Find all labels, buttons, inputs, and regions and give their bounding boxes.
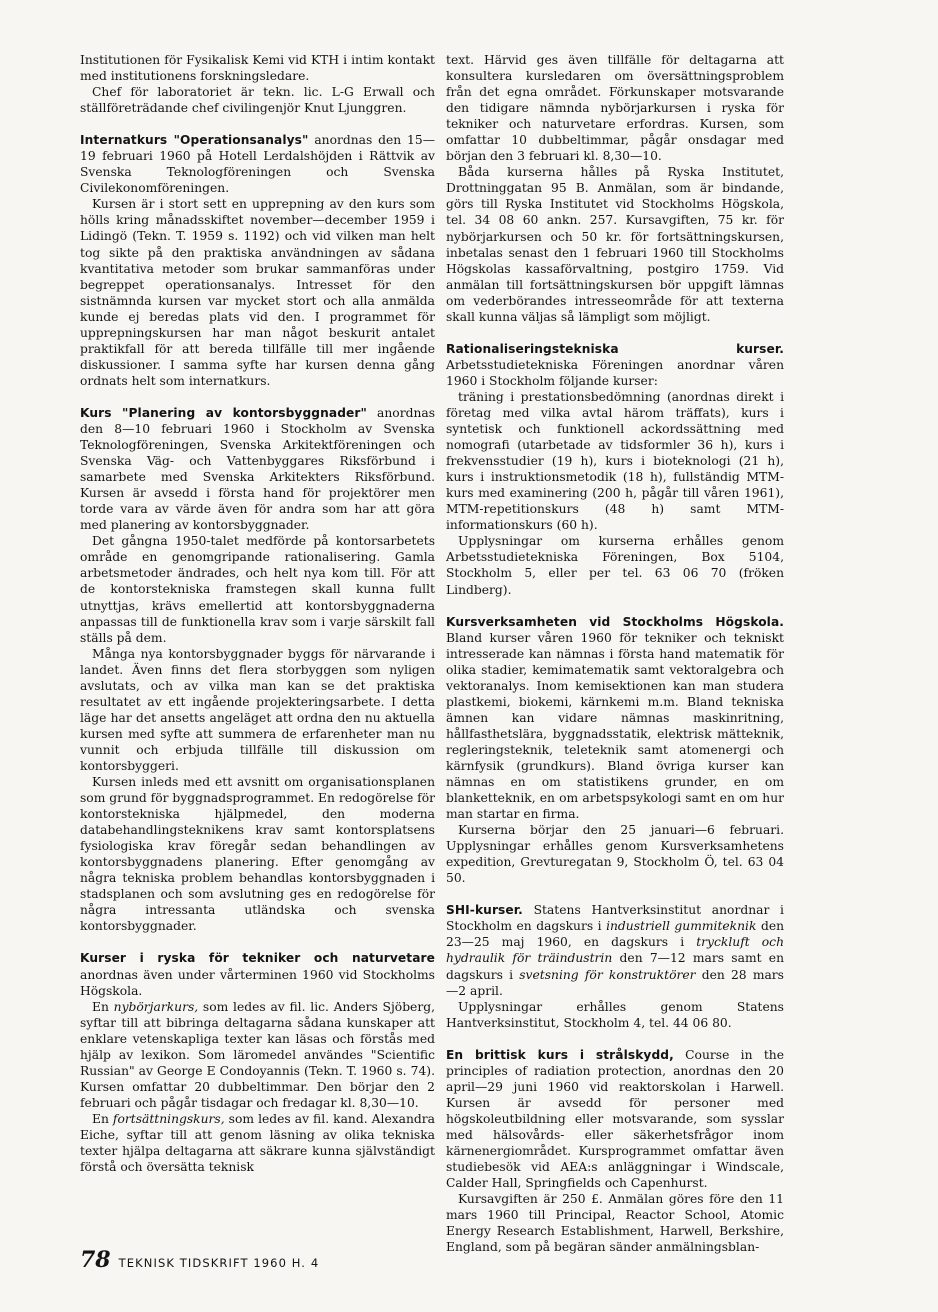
paragraph-text: En [92, 999, 114, 1014]
paragraph-text: Statens Hantverksinstitut anordnar i Stockholm en dagskurs i [446, 903, 784, 934]
paragraph [446, 614, 784, 823]
paragraph: Upplysningar om kurserna erhålles genom Arbetsstudietekniska Föreningen, Box 5104, Stockholm 5, eller per tel. 63 06 70 (fröken Lindberg). [446, 534, 784, 597]
paragraph: Båda kurserna hålles på Ryska Institutet, Drottninggatan 95 B. Anmälan, som är bindande, görs till Ryska Institutet vid Stockholms Högskola, tel. 34 08 60 ankn. 257. Kursavgiften, 75 kr. för nybörjarkursen och 50 kr. för fortsättningskursen, inbetalas senast den 1 februari 1960 till Stockholms Högskolas kassaförvaltning, postgiro 1759. Vid anmälan till fortsättningskursen bör uppgift lämnas om vederbörandes intresseområde för att texterna skall kunna väljas så lämpligt som möjligt. [446, 165, 784, 324]
paragraph: Kursavgiften är 250 £. Anmälan göres före den 11 mars 1960 till Principal, Reactor School, Atomic Energy Research Establishment, Harwell, Berkshire, England, som på begäran sänder anmälningsblan- [446, 1192, 784, 1255]
page-number: 78 [80, 1247, 111, 1273]
section-kursverksamheten [446, 614, 784, 887]
journal-title: TEKNISK TIDSKRIFT 1960 H. 4 [118, 1256, 320, 1270]
section-heading: Kursverksamheten vid Stockholms Högskola. [446, 614, 784, 629]
paragraph: Chef för laboratoriet är tekn. lic. L-G Erwall och ställföreträdande chef civilingenjör Knut Ljunggren. [80, 85, 435, 116]
paragraph: text. Härvid ges även tillfälle för deltagarna att konsultera kursledaren om översättningsproblem från det egna området. Förkunskaper motsvarande den tidigare nämnda nybörjarkursen i ryska för tekniker och naturvetare erfordras. Kursen, som omfattar 10 dubbeltimmar, pågår onsdagar med början den 3 februari kl. 8,30—10. [446, 53, 784, 164]
paragraph: Institutionen för Fysikalisk Kemi vid KTH i intim kontakt med institutionens forskningsledare. [80, 53, 435, 84]
paragraph [80, 950, 435, 998]
intro-section [80, 52, 435, 116]
paragraph-text: den 23—25 maj 1960, en dagskurs i [446, 919, 785, 950]
section-heading: SHI-kurser. [446, 903, 523, 918]
italic-term: nybörjarkurs, [113, 999, 199, 1014]
paragraph-text: anordnas den 8—10 februari 1960 i Stockholm av Svenska Teknologföreningen, Svenska Arkitektföreningen och Svenska Väg- och Vattenbyggares Riksförbund i samarbete med Svenska Arkitekters Riksförbund. Kursen är avsedd i första hand för projektörer men torde vara av värde även för andra som har att göra med planering av kontorsbyggnader. [80, 405, 436, 533]
paragraph-text: den 7—12 mars samt en dagskurs i [446, 951, 784, 982]
section-stralskydd [446, 1047, 784, 1256]
section-kontorsbyggnader [80, 405, 435, 935]
paragraph: Kursen är i stort sett en upprepning av den kurs som hölls kring månadsskiftet november—december 1959 i Lidingö (Tekn. T. 1959 s. 1192) och vid vilken man helt tog sikte på den praktiska användningen av sådana kvantitativa metoder som brukar sammanföras under begreppet operationsanalys. Intresset för den sistnämnda kursen var mycket stort och alla anmälda kunde ej beredas plats vid den. I programmet för upprepningskursen har man något beskurit antalet praktikfall för att bereda tillfälle till mer ingående diskussioner. I samma syfte har kursen denna gång ordnats helt som internatkurs. [80, 197, 435, 388]
paragraph-text: som ledes av fil. lic. Anders Sjöberg, syftar till att bibringa deltagarna sådana kunskaper att enklare vetenskapliga texter kan läsas och förstås med hjälp av lexikon. Som läromedel användes "Scientific Russian" av George E Condoyannis (Tekn. T. 1960 s. 74). Kursen omfattar 20 dubbeltimmar. Den börjar den 2 februari och pågår tisdagar och fredagar kl. 8,30—10. [80, 999, 435, 1110]
paragraph [446, 902, 784, 998]
section-heading: En brittisk kurs i strålskydd, [446, 1047, 674, 1062]
paragraph-text: som ledes av fil. kand. Alexandra Eiche, syftar till att genom läsning av olika tekniska texter hjälpa deltagarna att säkrare kunna självständigt förstå och översätta teknisk [80, 1111, 435, 1175]
section-ryska [80, 950, 435, 1175]
section-operationsanalys [80, 132, 435, 389]
paragraph: Kursen inleds med ett avsnitt om organisationsplanen som grund för byggnadsprogrammet. En redogörelse för kontorstekniska hjälpmedel, den moderna databehandlingsteknikens krav samt kontorsplatsens fysiologiska krav föregår sedan behandlingen av kontorsbyggnadens planering. Efter genomgång av några tekniska problem behandlas kontorsbyggnaden i stadsplanen och som avslutning ges en redogörelse för några intressanta utländska och svenska kontorsbyggnader. [80, 775, 435, 934]
paragraph: Det gångna 1950-talet medförde på kontorsarbetets område en genomgripande rationalisering. Gamla arbetsmetoder ändrades, och helt nya kom till. För att de kontorstekniska framstegen skall kunna fullt utnyttjas, krävs emellertid att kontorsbyggnaderna anpassas till de funktionella krav som i varje särskilt fall ställs på dem. [80, 534, 435, 645]
paragraph-text: Bland kurser våren 1960 för tekniker och tekniskt intresserade kan nämnas i första hand matematik för olika stadier, kemimatematik samt vektoralgebra och vektoranalys. Inom kemisektionen kan man studera plastkemi, biokemi, kärnkemi m.m. Bland tekniska ämnen kan vidare nämnas maskinritning, hållfasthetslära, byggnadsstatik, elektrisk mätteknik, regleringsteknik, teleteknik samt atomenergi och kärnfysik (grundkurs). Bland övriga kurser kan nämnas en om statistikens grunder, en om blanketteknik, en om arbetspsykologi samt en om hur man startar en firma. [446, 630, 784, 822]
paragraph-text: En [92, 1111, 113, 1126]
paragraph-text: den 28 mars —2 april. [446, 967, 784, 998]
section-heading: Rationaliseringstekniska kurser. [446, 341, 784, 356]
paragraph-text: anordnas även under vårterminen 1960 vid Stockholms Högskola. [80, 967, 435, 998]
paragraph [446, 1047, 784, 1191]
paragraph [80, 1111, 435, 1175]
italic-term: tryckluft och hydraulik för träindustrin [446, 935, 784, 966]
italic-term: svetsning för konstruktörer [519, 967, 696, 982]
page-footer [80, 1247, 319, 1273]
paragraph-text: Course in the principles of radiation protection, anordnas den 20 april—29 juni 1960 vid reaktorskolan i Harwell. Kursen är avsedd för personer med högskoleutbildning eller motsvarande, som sysslar med hälsovårds- eller säkerhetsfrågor inom kärnenergiområdet. Kursprogrammet omfattar även studiebesök vid AEA:s anläggningar i Windscale, Calder Hall, Springfields och Capenhurst. [446, 1047, 784, 1191]
paragraph [80, 405, 435, 533]
paragraph: Upplysningar erhålles genom Statens Hantverksinstitut, Stockholm 4, tel. 44 06 80. [446, 999, 784, 1030]
paragraph-text: Arbetsstudietekniska Föreningen anordnar våren 1960 i Stockholm följande kurser: [446, 357, 784, 388]
section-shi-kurser [446, 902, 784, 1030]
section-rationalisering [446, 341, 784, 598]
left-column [80, 52, 435, 1175]
section-heading: Kurs "Planering av kontorsbyggnader" [80, 405, 367, 420]
italic-term: industriell gummiteknik [606, 919, 757, 934]
paragraph: Kurserna börjar den 25 januari—6 februari. Upplysningar erhålles genom Kursverksamhetens expedition, Grevturegatan 9, Stockholm Ö, tel. 63 04 50. [446, 823, 784, 886]
paragraph: Många nya kontorsbyggnader byggs för närvarande i landet. Även finns det flera storbyggen som nyligen avslutats, och av vilka man kan se det praktiska resultatet av ett ingående projekteringsarbete. I detta läge har det ansetts angeläget att ordna den nu aktuella kursen med syfte att summera de erfarenheter man nu vunnit och erbjuda tillfälle till diskussion om kontorsbyggeri. [80, 646, 435, 773]
paragraph [80, 999, 435, 1111]
ryska-continuation [446, 52, 784, 325]
paragraph [80, 132, 435, 196]
paragraph [446, 341, 784, 389]
right-column [446, 52, 784, 1255]
paragraph: träning i prestationsbedömning (anordnas direkt i företag med vilka avtal härom träffats), kurs i syntetisk och funktionell ackordssättning med nomografi (utarbetade av tidsformler 36 h), kurs i frekvensstudier (19 h), kurs i bioteknologi (21 h), kurs i instruktionsmetodik (18 h), fullständig MTM-kurs med examinering (200 h, pågår till våren 1961), MTM-repetitionskurs (48 h) samt MTM-informationskurs (60 h). [446, 389, 784, 533]
italic-term: fortsättningskurs, [112, 1111, 225, 1126]
section-heading: Internatkurs "Operationsanalys" [80, 133, 309, 148]
paragraph-text: anordnas den 15—19 februari 1960 på Hotell Lerdalshöjden i Rättvik av Svenska Teknologföreningen och Svenska Civilekonomföreningen. [80, 133, 435, 196]
section-heading: Kurser i ryska för tekniker och naturvetare [80, 951, 435, 966]
